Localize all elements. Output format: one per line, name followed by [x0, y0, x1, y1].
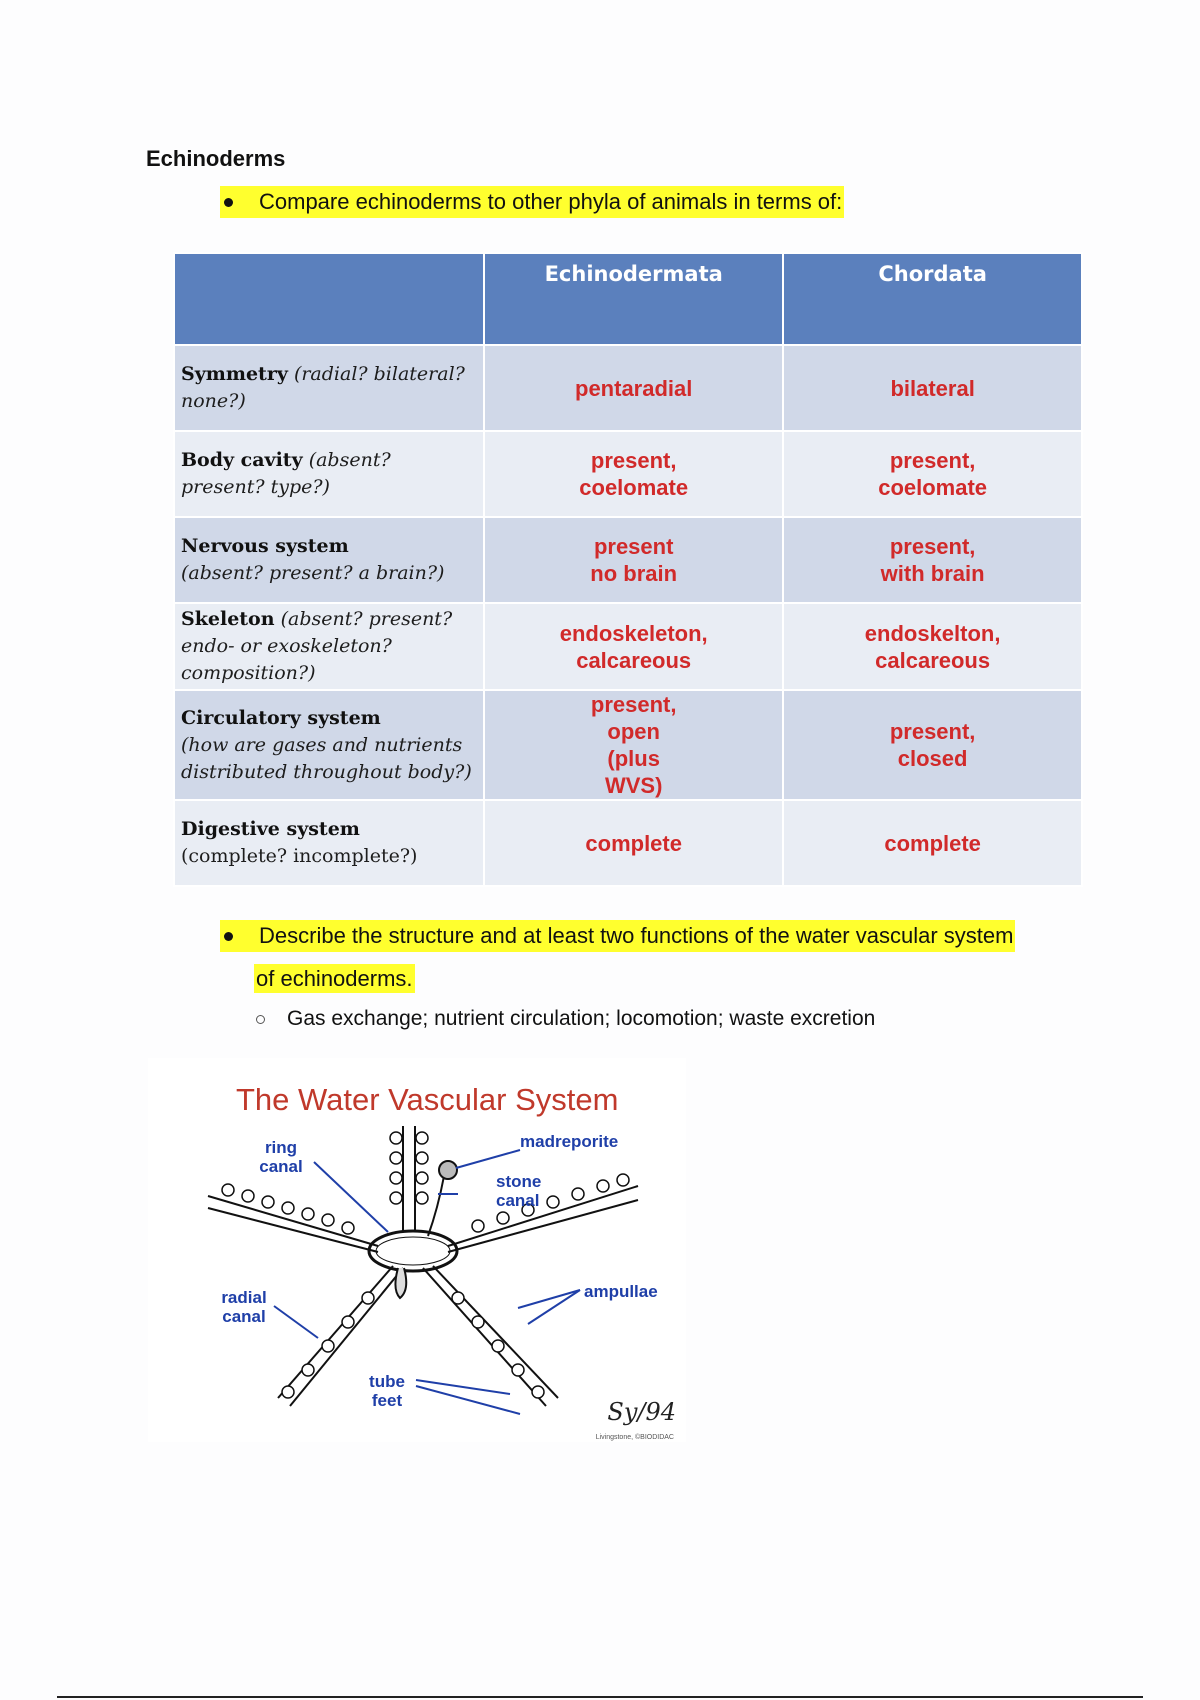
ampullae-pointer-2	[528, 1290, 580, 1324]
echinodermata-cell: present, coelomate	[484, 431, 783, 517]
table-row	[174, 431, 1082, 517]
bullet-describe	[220, 920, 1015, 992]
tube-feet-pointer-1	[416, 1380, 510, 1394]
echinodermata-cell: present no brain	[484, 517, 783, 603]
echinodermata-cell: endoskeleton, calcareous	[484, 603, 783, 690]
chordata-cell: bilateral	[783, 345, 1082, 431]
figure-credit: Livingstone, ©BIODIDAC	[595, 1434, 674, 1441]
tube-feet-pointer-2	[416, 1386, 520, 1414]
row-label-cell: Nervous system (absent? present? a brain?)	[174, 517, 484, 603]
row-label-cell: Symmetry (radial? bilateral? none?)	[174, 345, 484, 431]
label-tube-feet: tube feet	[369, 1372, 405, 1410]
madreporite-pointer	[456, 1150, 520, 1168]
water-vascular-figure	[148, 1058, 686, 1442]
table-header-blank	[174, 253, 484, 345]
table-row	[174, 800, 1082, 886]
row-label-cell: Circulatory system (how are gases and nutrients distributed throughout body?)	[174, 690, 484, 800]
table-row	[174, 517, 1082, 603]
label-stone-canal: stone canal	[496, 1172, 542, 1210]
echinodermata-cell: pentaradial	[484, 345, 783, 431]
chordata-cell: present, closed	[783, 690, 1082, 800]
sub-bullet-text: Gas exchange; nutrient circulation; locomotion; waste excretion	[287, 1007, 876, 1030]
artist-signature: Sy/94	[607, 1398, 676, 1426]
sub-bullet-circle	[256, 1015, 265, 1024]
echinodermata-cell: complete	[484, 800, 783, 886]
bullet-compare-text: Compare echinoderms to other phyla of animals in terms of:	[259, 189, 843, 214]
label-ampullae: ampullae	[584, 1282, 658, 1301]
table-row	[174, 345, 1082, 431]
chordata-cell: endoskelton, calcareous	[783, 603, 1082, 690]
bullet-dot	[224, 932, 233, 941]
bullet-describe-line1: Describe the structure and at least two functions of the water vascular system	[259, 923, 1014, 948]
chordata-cell: complete	[783, 800, 1082, 886]
comparison-table	[173, 252, 1083, 887]
label-madreporite: madreporite	[520, 1132, 619, 1151]
footer-divider	[57, 1696, 1143, 1698]
label-radial-canal: radial canal	[221, 1288, 267, 1326]
echinodermata-cell: present, open (plus WVS)	[484, 690, 783, 800]
sub-bullet	[256, 1007, 875, 1031]
label-ring-canal: ring canal	[259, 1138, 303, 1176]
table-header-echinodermata: Echinodermata	[484, 253, 783, 345]
radial-canal-pointer	[274, 1306, 318, 1338]
bullet-describe-line2: of echinoderms.	[256, 966, 413, 991]
table-row	[174, 690, 1082, 800]
chordata-cell: present, coelomate	[783, 431, 1082, 517]
table-row	[174, 603, 1082, 690]
row-label-cell: Skeleton (absent? present? endo- or exoskeleton? composition?)	[174, 603, 484, 690]
figure-title: The Water Vascular System	[236, 1082, 619, 1117]
arm-bottom-right	[433, 1266, 558, 1398]
table-header-row	[174, 253, 1082, 345]
row-label-cell: Body cavity (absent? present? type?)	[174, 431, 484, 517]
ampullae-pointer-1	[518, 1290, 580, 1308]
page-title: Echinoderms	[146, 146, 286, 171]
row-label-cell: Digestive system (complete? incomplete?)	[174, 800, 484, 886]
bullet-compare	[220, 186, 844, 218]
bullet-dot	[224, 198, 233, 207]
table-header-chordata: Chordata	[783, 253, 1082, 345]
chordata-cell: present, with brain	[783, 517, 1082, 603]
starfish-diagram	[148, 1058, 686, 1442]
